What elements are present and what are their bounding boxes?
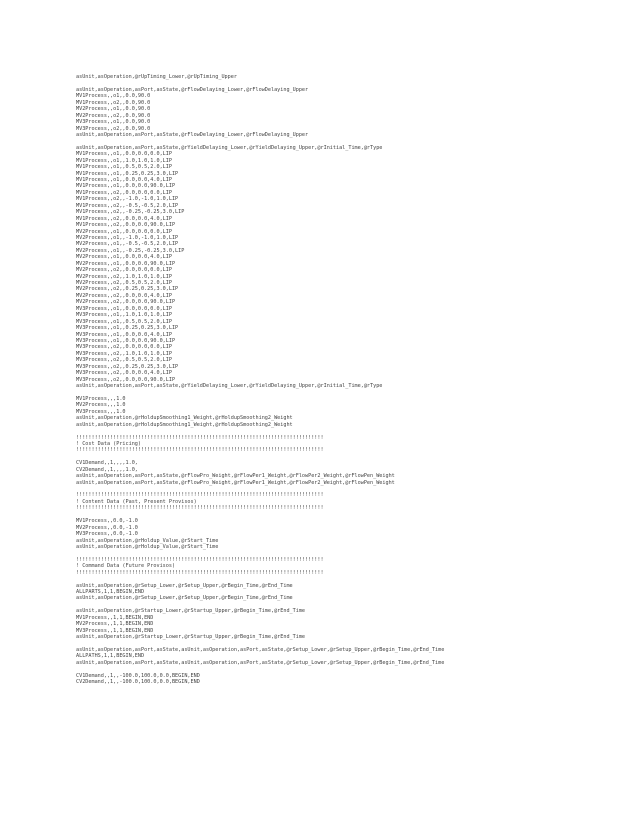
data-row: MV2Process,,o1,,0.0,90.0 [76, 106, 151, 113]
header-row: asUnit,asOperation,@rHoldup_Value,@rStart_Time [76, 537, 219, 544]
data-row: MV3Process,,o2,,0.0,0.0,0.0,LIP [76, 344, 172, 351]
data-row: MV3Process,,o2,,1.0,1.0,1.0,LIP [76, 350, 172, 357]
header-row: asUnit,asOperation,@rHoldup_Value,@rStart_Time [76, 543, 219, 550]
data-row: MV3Process,,o2,,0.0,0.0,4.0,LIP [76, 370, 172, 377]
comment-separator-line: !!!!!!!!!!!!!!!!!!!!!!!!!!!!!!!!!!!!!!!!!!!!!!!!!!!!!!!!!!!!!!!!!!!!!!!!!!!!!!!! [76, 569, 324, 576]
data-row: MV2Process,,o2,,1.0,1.0,1.0,LIP [76, 273, 172, 280]
header-row: asUnit,asOperation,@rUpTiming_Lower,@rUpTiming_Upper [76, 74, 237, 80]
data-row: MV3Process,,o1,,0.0,0.0,4.0,LIP [76, 331, 172, 338]
data-row: MV2Process,,o1,,0.0,0.0,90.0,LIP [76, 260, 176, 267]
data-row: MV2Process,,o2,,0.0,90.0 [76, 112, 151, 119]
data-row: MV1Process,,o2,,0.0,0.0,0.0,LIP [76, 189, 172, 196]
data-row: MV3Process,,o2,,0.0,90.0 [76, 125, 151, 132]
data-row: MV1Process,,o2,,0.0,0.0,4.0,LIP [76, 215, 172, 222]
data-row: MV3Process,,0.0,-1.0 [76, 531, 138, 538]
data-row: MV2Process,,o2,,0.5,0.5,2.0,LIP [76, 280, 172, 286]
header-row: asUnit,asOperation,@rHoldupSmoothing1_Weight,@rHoldupSmoothing2_Weight [76, 421, 293, 428]
data-row: MV1Process,,o1,,0.0,0.0,0.0,LIP [76, 151, 172, 158]
header-row: asUnit,asOperation,asPort,asState,asUnit,asOperation,asPort,asState,@rSetup_Lower,@rSetup_Upper,@rBegin_Time,@rEnd_Time [76, 659, 445, 666]
data-row: MV1Process,,o2,,-0.5,-0.5,2.0,LIP [76, 202, 179, 209]
data-row: MV2Process,,0.0,-1.0 [76, 524, 138, 531]
data-row: MV2Process,,o1,,-0.25,-0.25,3.0,LIP [76, 247, 185, 254]
section-heading: ! Cost Data (Pricing) [76, 440, 141, 447]
data-row: MV1Process,,o1,,0.25,0.25,3.0,LIP [76, 170, 179, 177]
data-row: MV2Process,,o1,,0.0,0.0,0.0,LIP [76, 228, 172, 235]
data-row: ALLPATHS,1,1,BEGIN,END [76, 653, 145, 660]
data-row: MV1Process,,o1,,0.0,0.0,4.0,LIP [76, 177, 172, 183]
data-row: MV2Process,,1,1,BEGIN,END [76, 621, 154, 628]
data-row: MV3Process,,,1.0 [76, 408, 126, 415]
section-heading: ! Command Data (Future Provisos) [76, 563, 176, 570]
data-row: MV1Process,,o2,,-1.0,-1.0,1.0,LIP [76, 196, 179, 203]
data-row: CV1Demand,,1,,-100.0,100.0,0.0,BEGIN,END [76, 672, 200, 679]
document-text-body [76, 74, 566, 686]
data-row: MV1Process,,o2,,0.0,0.0,90.0,LIP [76, 222, 176, 229]
header-row: asUnit,asOperation,@rHoldupSmoothing1_Weight,@rHoldupSmoothing2_Weight [76, 415, 293, 422]
data-row: MV1Process,,1,1,BEGIN,END [76, 614, 154, 621]
data-row: MV1Process,,o1,,1.0,1.0,1.0,LIP [76, 157, 172, 164]
data-row: MV3Process,,1,1,BEGIN,END [76, 627, 154, 634]
data-row: MV2Process,,,1.0 [76, 402, 126, 409]
data-row: MV3Process,,o1,,0.5,0.5,2.0,LIP [76, 318, 172, 325]
data-row: MV2Process,,o2,,0.25,0.25,3.0,LIP [76, 286, 179, 293]
data-row: MV1Process,,o1,,0.0,0.0,90.0,LIP [76, 183, 176, 190]
data-row: MV2Process,,o2,,0.0,0.0,90.0,LIP [76, 299, 176, 306]
data-row: MV3Process,,o2,,0.5,0.5,2.0,LIP [76, 357, 172, 364]
data-row: MV3Process,,o1,,0.25,0.25,3.0,LIP [76, 325, 179, 332]
comment-separator-line: !!!!!!!!!!!!!!!!!!!!!!!!!!!!!!!!!!!!!!!!!!!!!!!!!!!!!!!!!!!!!!!!!!!!!!!!!!!!!!!! [76, 434, 324, 441]
data-row: MV2Process,,o2,,0.0,0.0,4.0,LIP [76, 292, 172, 299]
data-row: CV2Demand,,1,,,,1.0, [76, 466, 138, 473]
header-row: asUnit,asOperation,asPort,asState,@rYieldDelaying_Lower,@rYieldDelaying_Upper,@rInitial_Time,@rType [76, 144, 383, 151]
comment-separator-line: !!!!!!!!!!!!!!!!!!!!!!!!!!!!!!!!!!!!!!!!!!!!!!!!!!!!!!!!!!!!!!!!!!!!!!!!!!!!!!!! [76, 492, 324, 499]
data-row: MV1Process,,,1.0 [76, 395, 126, 402]
data-row: MV3Process,,o1,,0.0,0.0,90.0,LIP [76, 337, 176, 344]
comment-separator-line: !!!!!!!!!!!!!!!!!!!!!!!!!!!!!!!!!!!!!!!!!!!!!!!!!!!!!!!!!!!!!!!!!!!!!!!!!!!!!!!! [76, 447, 324, 454]
data-row: ALLPARTS,1,1,BEGIN,END [76, 589, 145, 595]
data-row: MV2Process,,o1,,-0.5,-0.5,2.0,LIP [76, 241, 179, 248]
header-row: asUnit,asOperation,asPort,asState,@rFlowDelaying_Lower,@rFlowDelaying_Upper [76, 131, 309, 138]
header-row: asUnit,asOperation,@rSetup_Lower,@rSetup_Upper,@rBegin_Time,@rEnd_Time [76, 582, 293, 589]
data-row: CV2Demand,,1,,-100.0,100.0,0.0,BEGIN,END [76, 679, 200, 686]
data-row: MV1Process,,o2,,0.0,90.0 [76, 99, 151, 106]
data-row: MV1Process,,o1,,0.5,0.5,2.0,LIP [76, 164, 172, 171]
data-row: MV1Process,,o2,,-0.25,-0.25,3.0,LIP [76, 209, 185, 216]
data-row: MV2Process,,o2,,0.0,0.0,0.0,LIP [76, 267, 172, 274]
header-row: asUnit,asOperation,@rStartup_Lower,@rStartup_Upper,@rBegin_Time,@rEnd_Time [76, 608, 306, 615]
data-row: MV3Process,,o1,,1.0,1.0,1.0,LIP [76, 312, 172, 319]
header-row: asUnit,asOperation,@rStartup_Lower,@rStartup_Upper,@rBegin_Time,@rEnd_Time [76, 634, 306, 641]
comment-separator-line: !!!!!!!!!!!!!!!!!!!!!!!!!!!!!!!!!!!!!!!!!!!!!!!!!!!!!!!!!!!!!!!!!!!!!!!!!!!!!!!! [76, 556, 324, 563]
data-row: MV1Process,,o1,,0.0,90.0 [76, 93, 151, 100]
comment-separator-line: !!!!!!!!!!!!!!!!!!!!!!!!!!!!!!!!!!!!!!!!!!!!!!!!!!!!!!!!!!!!!!!!!!!!!!!!!!!!!!!! [76, 505, 324, 512]
data-row: MV1Process,,0.0,-1.0 [76, 518, 138, 525]
data-row: MV3Process,,o1,,0.0,90.0 [76, 119, 151, 126]
header-row: asUnit,asOperation,asPort,asState,@rFlowPro_Weight,@rFlowPer1_Weight,@rFlowPer2_Weight,@rFlowPen_Weight [76, 473, 395, 480]
data-row: MV2Process,,o1,,0.0,0.0,4.0,LIP [76, 254, 172, 261]
header-row: asUnit,asOperation,asPort,asState,@rFlowDelaying_Lower,@rFlowDelaying_Upper [76, 86, 309, 93]
header-row: asUnit,asOperation,@rSetup_Lower,@rSetup_Upper,@rBegin_Time,@rEnd_Time [76, 595, 293, 602]
data-row: MV3Process,,o2,,0.0,0.0,90.0,LIP [76, 376, 176, 383]
header-row: asUnit,asOperation,asPort,asState,asUnit,asOperation,asPort,asState,@rSetup_Lower,@rSetup_Upper,@rBegin_Time,@rEnd_Time [76, 646, 445, 653]
data-row: MV3Process,,o2,,0.25,0.25,3.0,LIP [76, 363, 179, 370]
data-row: MV3Process,,o1,,0.0,0.0,0.0,LIP [76, 305, 172, 312]
data-row: CV1Demand,,1,,,,1.0, [76, 460, 138, 467]
header-row: asUnit,asOperation,asPort,asState,@rFlowPro_Weight,@rFlowPer1_Weight,@rFlowPer2_Weight,@rFlowPen_Weight [76, 479, 395, 486]
section-heading: ! Content Data (Past, Present Provisos) [76, 498, 197, 505]
header-row: asUnit,asOperation,asPort,asState,@rYieldDelaying_Lower,@rYieldDelaying_Upper,@rInitial_Time,@rType [76, 383, 383, 389]
data-row: MV2Process,,o1,,-1.0,-1.0,1.0,LIP [76, 234, 179, 241]
